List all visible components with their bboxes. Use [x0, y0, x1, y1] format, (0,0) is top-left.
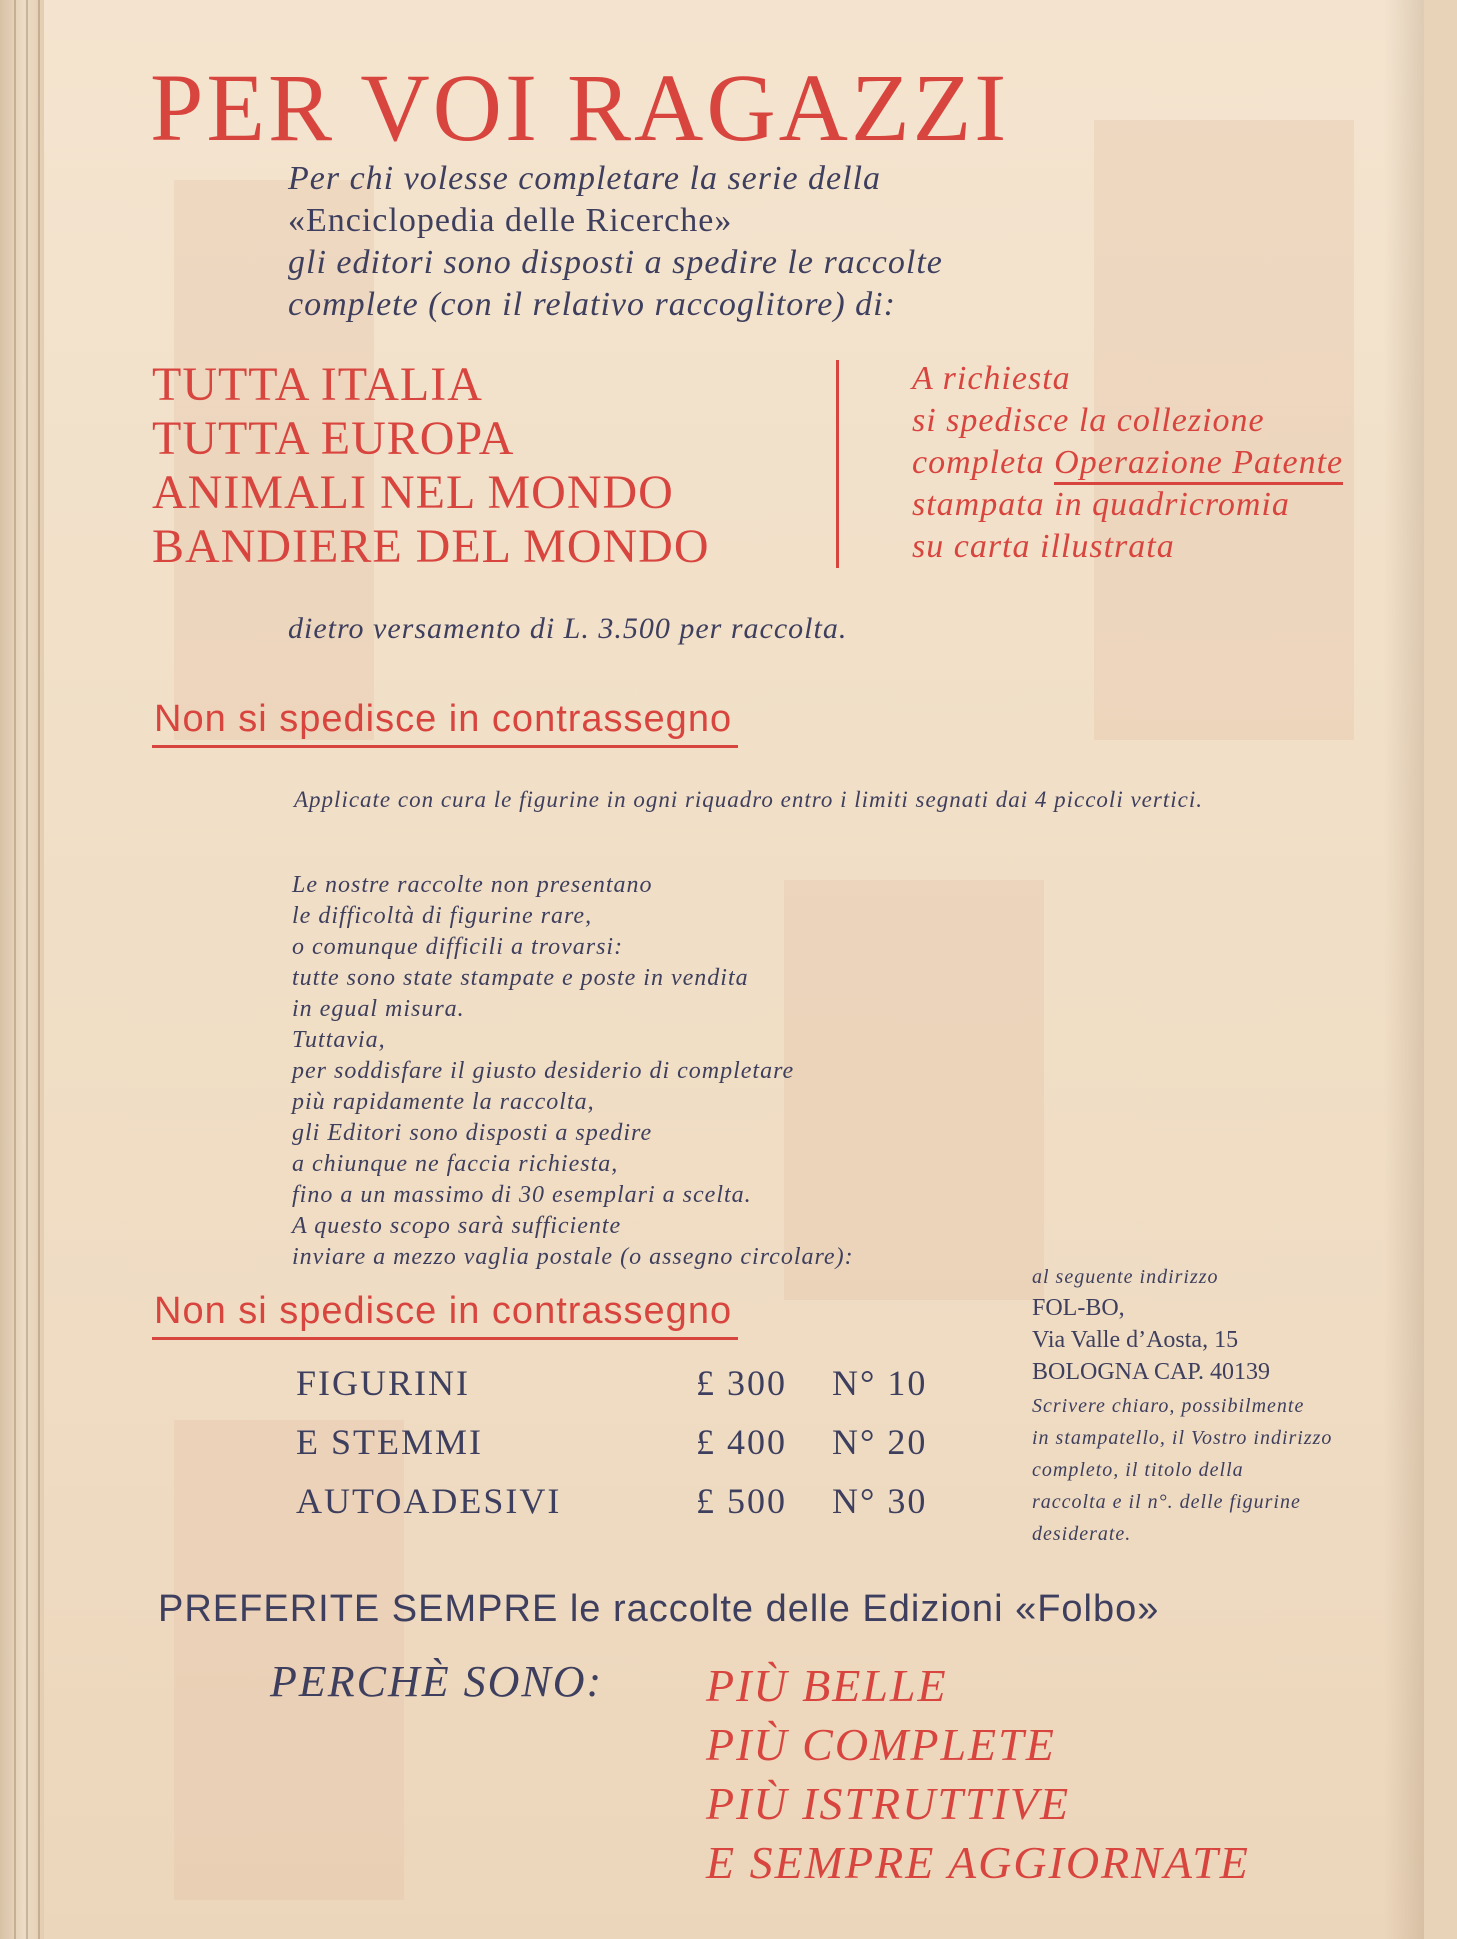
address-note-line: completo, il titolo della [1032, 1459, 1244, 1481]
operazione-patente-title: Operazione Patente [1054, 444, 1343, 485]
intro-line: gli editori sono disposti a spedire le raccolte [288, 244, 943, 281]
request-line: stampata in quadricromia [912, 486, 1290, 523]
request-line: si spedisce la collezione [912, 402, 1265, 439]
quality-item: PIÙ BELLE [706, 1660, 948, 1711]
collection-item: TUTTA ITALIA [152, 358, 483, 411]
address-note-line: in stampatello, il Vostro indirizzo [1032, 1427, 1333, 1449]
mailing-address-block [1032, 1262, 1332, 1550]
address-name: FOL-BO, [1032, 1295, 1125, 1321]
payment-terms: dietro versamento di L. 3.500 per raccolta. [288, 612, 848, 645]
price-amount: £ 500 [696, 1481, 787, 1521]
body-line: Tuttavia, [292, 1027, 386, 1053]
body-line: gli Editori sono disposti a spedire [292, 1120, 653, 1146]
because-label: PERCHÈ SONO: [270, 1657, 604, 1706]
address-street: Via Valle d’Aosta, 15 [1032, 1327, 1239, 1353]
price-amount: £ 400 [696, 1422, 787, 1462]
address-note-line: desiderate. [1032, 1523, 1132, 1545]
no-cash-on-delivery-notice: Non si spedisce in contrassegno [152, 698, 738, 748]
page-fold-shadow [1384, 0, 1424, 1939]
body-line: fino a un massimo di 30 esemplari a scelta. [292, 1182, 752, 1208]
no-cash-on-delivery-notice: Non si spedisce in contrassegno [152, 1290, 738, 1340]
request-line: su carta illustrata [912, 528, 1175, 565]
body-line: più rapidamente la raccolta, [292, 1089, 595, 1115]
price-row [296, 1362, 956, 1421]
address-label: al seguente indirizzo [1032, 1266, 1219, 1288]
body-line: o comunque difficili a trovarsi: [292, 934, 624, 960]
body-line: inviare a mezzo vaglia postale (o assegno circolare): [292, 1244, 854, 1270]
request-line [912, 442, 1343, 484]
application-instruction: Applicate con cura le figurine in ogni riquadro entro i limiti segnati dai 4 piccoli vertici. [294, 787, 1203, 812]
address-instructions [1032, 1390, 1332, 1550]
quality-item: PIÙ COMPLETE [706, 1719, 1056, 1770]
address-city: BOLOGNA CAP. 40139 [1032, 1359, 1271, 1385]
qualities-list [706, 1656, 1250, 1892]
request-line-prefix: completa [912, 444, 1055, 481]
collection-item: BANDIERE DEL MONDO [152, 520, 710, 573]
body-line: A questo scopo sarà sufficiente [292, 1213, 622, 1239]
price-quantity: N° 30 [832, 1481, 928, 1521]
intro-line: complete (con il relativo raccoglitore) di: [288, 286, 896, 323]
body-line: a chiunque ne faccia richiesta, [292, 1151, 619, 1177]
intro-line: Per chi volesse completare la serie della [288, 160, 882, 197]
price-quantity: N° 10 [832, 1363, 928, 1403]
price-row [296, 1480, 956, 1539]
price-table [296, 1362, 956, 1539]
request-line: A richiesta [912, 360, 1071, 397]
price-item-label: E STEMMI [296, 1422, 483, 1462]
body-line: in egual misura. [292, 996, 465, 1022]
body-line: tutte sono state stampate e poste in vendita [292, 965, 749, 991]
collection-item: TUTTA EUROPA [152, 412, 515, 465]
body-line: per soddisfare il giusto desiderio di completare [292, 1058, 795, 1084]
quality-item: PIÙ ISTRUTTIVE [706, 1778, 1071, 1829]
price-item-label: AUTOADESIVI [296, 1481, 562, 1521]
address-note-line: Scrivere chiaro, possibilmente [1032, 1395, 1305, 1417]
page-headline: PER VOI RAGAZZI [150, 54, 1010, 161]
vertical-divider [836, 360, 839, 568]
intro-paragraph [288, 158, 943, 326]
price-row [296, 1421, 956, 1480]
price-quantity: N° 20 [832, 1422, 928, 1462]
request-offer [912, 358, 1343, 568]
preference-slogan: PREFERITE SEMPRE le raccolte delle Edizioni «Folbo» [158, 1588, 1160, 1630]
quality-item: E SEMPRE AGGIORNATE [706, 1837, 1250, 1888]
price-item-label: FIGURINI [296, 1363, 470, 1403]
paper-edge-line [14, 0, 16, 1939]
collection-item: ANIMALI NEL MONDO [152, 466, 674, 519]
body-line: le difficoltà di figurine rare, [292, 903, 593, 929]
body-paragraph [292, 870, 854, 1273]
paper-edge-line [38, 0, 40, 1939]
paper-edge-line [26, 0, 28, 1939]
price-amount: £ 300 [696, 1363, 787, 1403]
address-note-line: raccolta e il n°. delle figurine [1032, 1491, 1301, 1513]
intro-line: «Enciclopedia delle Ricerche» [288, 202, 733, 239]
collection-list [152, 358, 710, 574]
body-line: Le nostre raccolte non presentano [292, 872, 653, 898]
